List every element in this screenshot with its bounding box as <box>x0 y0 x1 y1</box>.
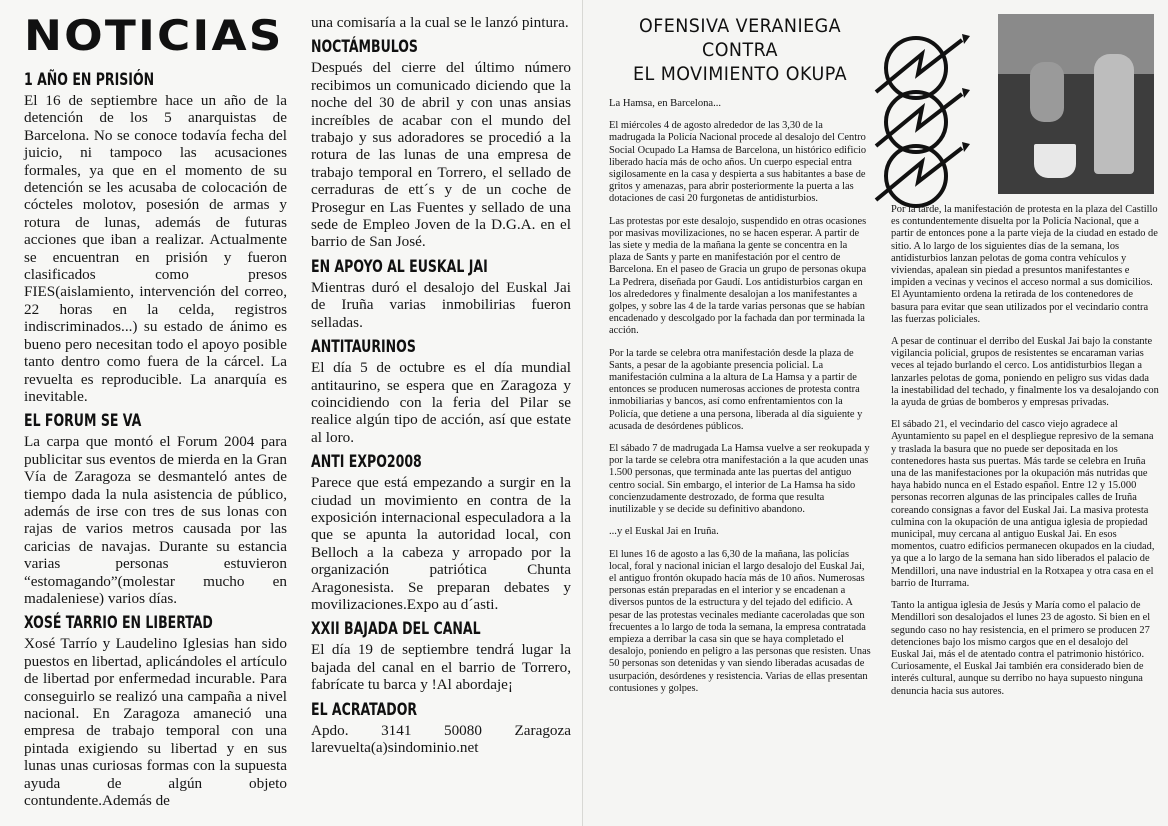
article-antitaurinos: El día 5 de octubre es el día mundial antitaurino, se espera que en Zaragoza y coincidiendo con la feria del Pilar se realice algún tipo de acción, así que estate al loro. <box>311 359 571 446</box>
photo-spacer <box>891 12 1159 204</box>
paragraph: A pesar de continuar el derribo del Euskal Jai bajo la constante vigilancia policial, grupos de resistentes se encaraman varias veces al tejado burlando el cerco. Los antidisturbios llegan a lanzarles pelotas de goma, poniendo en peligro sus vidas dada la inestabilidad del techado, y finalmente los va desalojando con la ayuda de grúas de bomberos y empresas privadas. <box>891 336 1159 409</box>
article-1-ano-en-prision: El 16 de septiembre hace un año de la detención de los 5 anarquistas de Barcelona. No se conoce todavía fecha del juicio, ni tampoco las acusaciones formales, ya que en el momento de su detención se les acusaba de colocación de cócteles molotov, posesión de armas y rotura de lunas, además de futuras acciones que iban a realizar. Actualmente se encuentran en prisión y fueron clasificados como presos FIES(aislamiento, intervención del correo, 22 horas en la celda, registros indiscriminados...) su estado de ánimo es bueno pero necesitan todo el apoyo posible tanto dentro como fuera de la cárcel. La revuelta es reproducible. La anarquía es inevitable. <box>24 92 287 405</box>
heading-anti-expo: ANTI EXPO2008 <box>311 452 422 473</box>
paragraph: El miércoles 4 de agosto alrededor de las 3,30 de la madrugada la Policía Nacional procede al desalojo del Centro Social Ocupado La Hamsa de Barcelona, un histórico edificio liberado hacía más de ocho años. Un cuerpo especial entra sigilosamente en la casa y despierta a sus habitantes a base de gritos y amenazas, para abrir posteriormente la puerta a las dotaciones de casi 20 furgonetas de antidisturbios. <box>609 120 867 205</box>
subheading-euskal-jai: ...y el Euskal Jai en Iruña. <box>609 526 719 538</box>
heading-el-acratador: EL ACRATADOR <box>311 699 418 720</box>
paragraph: El sábado 21, el vecindario del casco viejo agradece al Ayuntamiento su papel en el despliegue represivo de la semana y traslada la basura que no puede ser depositada en los contenedores hasta sus puertas. Más tarde se celebra en Iruña una de las manifestaciones por la okupación más nutridas que haya habido nunca en el Estado español. Entre 12 y 15.000 personas recorren algunas de las principales calles de Iruña coreando consignas a favor del Euskal Jai. La masiva protesta culmina con la okupación de una antigua iglesia de propiedad municipal, muy cercana al antiguo Euskal Jai. En esos momentos, cuatro edificios permanecen okupados en la ciudad, ya que a lo largo de la semana han sido liberados el palacio de Mendillori, una nave industrial en la Rotxapea y otra casa en el barrio de Iturrama. <box>891 419 1155 589</box>
paragraph: Por la tarde se celebra otra manifestación desde la plaza de Sants, a pesar de la agobiante presencia policial. La manifestación culmina a la altura de La Hamsa y a partir de entonces se producen numerosas acciones de protesta contra inmobiliarias y bancos, así como enfrentamientos con la Policía, que detiene a una persona, liberada al día siguiente y acusada de desórdenes públicos. <box>609 347 863 432</box>
column-1 <box>24 12 287 809</box>
column-2 <box>311 14 571 756</box>
subheading-la-hamsa: La Hamsa, en Barcelona... <box>609 98 722 109</box>
article-title-line-2: EL MOVIMIENTO OKUPA <box>632 63 848 85</box>
article-xose-tarrio: Xosé Tarrío y Laudelino Iglesias han sido puestos en libertad, aplicándoles el artículo de libertad por enfermedad incurable. Para conseguirlo se realizó una campaña a nivel nacional. En Zaragoza amaneció una empresa de trabajo temporal con una pintada exigiendo su libertad y en sus lunas unas curiosas formas con la supuesta ayuda de algún objeto contundente.Además de <box>24 635 287 810</box>
masthead: NOTICIAS <box>24 11 284 60</box>
heading-1-ano-en-prision: 1 AÑO EN PRISIÓN <box>24 70 155 90</box>
paragraph: Las protestas por este desalojo, suspendido en otras ocasiones por masivas movilizaciones, no se hacen esperar. A partir de las siete y media de la mañana la gente se concentra en la plaza de Sants y parte en manifestación por el centro de Barcelona. En el paseo de Gracia un grupo de personas okupa La Pedrera, diseñada por Gaudí. Los antidisturbios cargan en los alrededores y finalmente desalojan a los manifestantes a golpes, y sobre las 4 de la tarde varias personas que se habían encadenado y descolgado por la fachada dan por terminada la acción. <box>609 215 867 337</box>
article-el-forum-se-va: La carpa que montó el Forum 2004 para publicitar sus eventos de mierda en la Gran Vía de Zaragoza se desmanteló antes de tiempo dada la nula asistencia de público, además de irse con tres de sus lonas con rajas de varios metros causada por las caricias de navajas. Durante su estancia varias personas estuvieron “estomagando”(molestar mucho en madaleniese) varios días. <box>24 433 287 607</box>
heading-bajada-canal: XXII BAJADA DEL CANAL <box>311 619 481 640</box>
paragraph: Tanto la antigua iglesia de Jesús y María como el palacio de Mendillori son desalojados el lunes 23 de agosto. Si bien en el segundo caso no hay resistencia, en el primero se producen 27 detenciones bajo los mismo cargos que en el desalojo del Euskal Jai, más el de atentado contra el patrimonio histórico. Curiosamente, el Euskal Jai también era considerado bien de interés cultural, aunque su derribo no haya supuesto ninguna denuncia hacia sus autores. <box>891 600 1151 697</box>
article-title <box>619 14 860 86</box>
article-title-line-1: OFENSIVA VERANIEGA CONTRA <box>639 15 841 61</box>
column-4 <box>891 12 1159 708</box>
heading-noctambulos: NOCTÁMBULOS <box>311 37 418 58</box>
article-continuation: una comisaría a la cual se le lanzó pintura. <box>311 14 569 31</box>
paragraph: Por la tarde, la manifestación de protesta en la plaza del Castillo es contundentemente disuelta por la Policía Nacional, que a partir de entonces pone a la parte vieja de la ciudad en estado de sitio. A lo largo de los siguientes días de la semana, los antidisturbios lanzan pelotas de goma contra vehículos y viviendas, apalean sin piedad a presuntos manifestantes e impiden a vecinas y vecinos el acceso normal a sus domicilios. El Ayuntamiento ordena la retirada de los contenedores de basura para evitar que sean utilizados por el vecindario contra las fuerzas policiales. <box>891 204 1158 325</box>
column-3 <box>609 12 871 705</box>
heading-el-forum-se-va: EL FORUM SE VA <box>24 411 142 432</box>
article-euskal-jai: Mientras duró el desalojo del Euskal Jai de Iruña varias inmobilirias fueron selladas. <box>311 278 571 331</box>
heading-xose-tarrio: XOSÉ TARRIO EN LIBERTAD <box>24 613 213 634</box>
paragraph: El lunes 16 de agosto a las 6,30 de la mañana, las policías local, foral y nacional inician el largo desalojo del Euskal Jai, el antiguo frontón okupado hacía más de 10 años. Numerosas personas están preparadas en el interior y se encadenan a diversos puntos de la estructura y del tejado del edificio. A pesar de las protestas vecinales mediante caceroladas que son frecuentes a lo largo de toda la semana, la empresa contratada empieza a derribar la casa sin que se haya completado el desalojo, poniendo en peligro a las personas que resisten. Unas 50 personas son detenidas y van siendo liberadas acusadas de usurpación, desórdenes y resistencia. Varias de ellas presentan contusiones y golpes. <box>609 548 871 694</box>
contact-info: Apdo. 3141 50080 Zaragoza larevuelta(a)sindominio.net <box>311 721 571 756</box>
heading-euskal-jai: EN APOYO AL EUSKAL JAI <box>311 256 488 277</box>
article-anti-expo: Parece que está empezando a surgir en la ciudad un movimiento en contra de la exposición internacional especuladora a la que se apunta la autoridad local, con Belloch a la cabeza y arropado por la organización patriótica Chunta Aragonesista. Se preparan debates y movilizaciones.Expo au d´asti. <box>311 474 571 613</box>
article-noctambulos: Después del cierre del último número recibimos un comunicado diciendo que la noche del 30 de abril y con unas ansias increíbles de acabar con el mundo del trabajo y sus adoradores se procedió a la rotura de las lunas de una empresa de trabajo temporal en Torrero, el sellado de cerraduras de ett´s y de un coche de Prosegur en Las Fuentes y sellado de una sede de Empleo Joven de la D.G.A. en el barrio de San José. <box>311 59 571 251</box>
left-page <box>0 0 583 826</box>
paragraph: El sábado 7 de madrugada La Hamsa vuelve a ser reokupada y por la tarde se celebra otra manifestación a la que acuden unas 1.500 personas, que terminada ante las puertas del antiguo centro social. Sin embargo, el interior de La Hamsa ha sido concienzudamente destrozado, de forma que resulta inutilizable y se decide su definitivo abandono. <box>609 443 870 516</box>
article-bajada-canal: El día 19 de septiembre tendrá lugar la bajada del canal en el barrio de Torrero, fabrícate tu barca y !Al abordaje¡ <box>311 641 571 694</box>
heading-antitaurinos: ANTITAURINOS <box>311 337 416 358</box>
